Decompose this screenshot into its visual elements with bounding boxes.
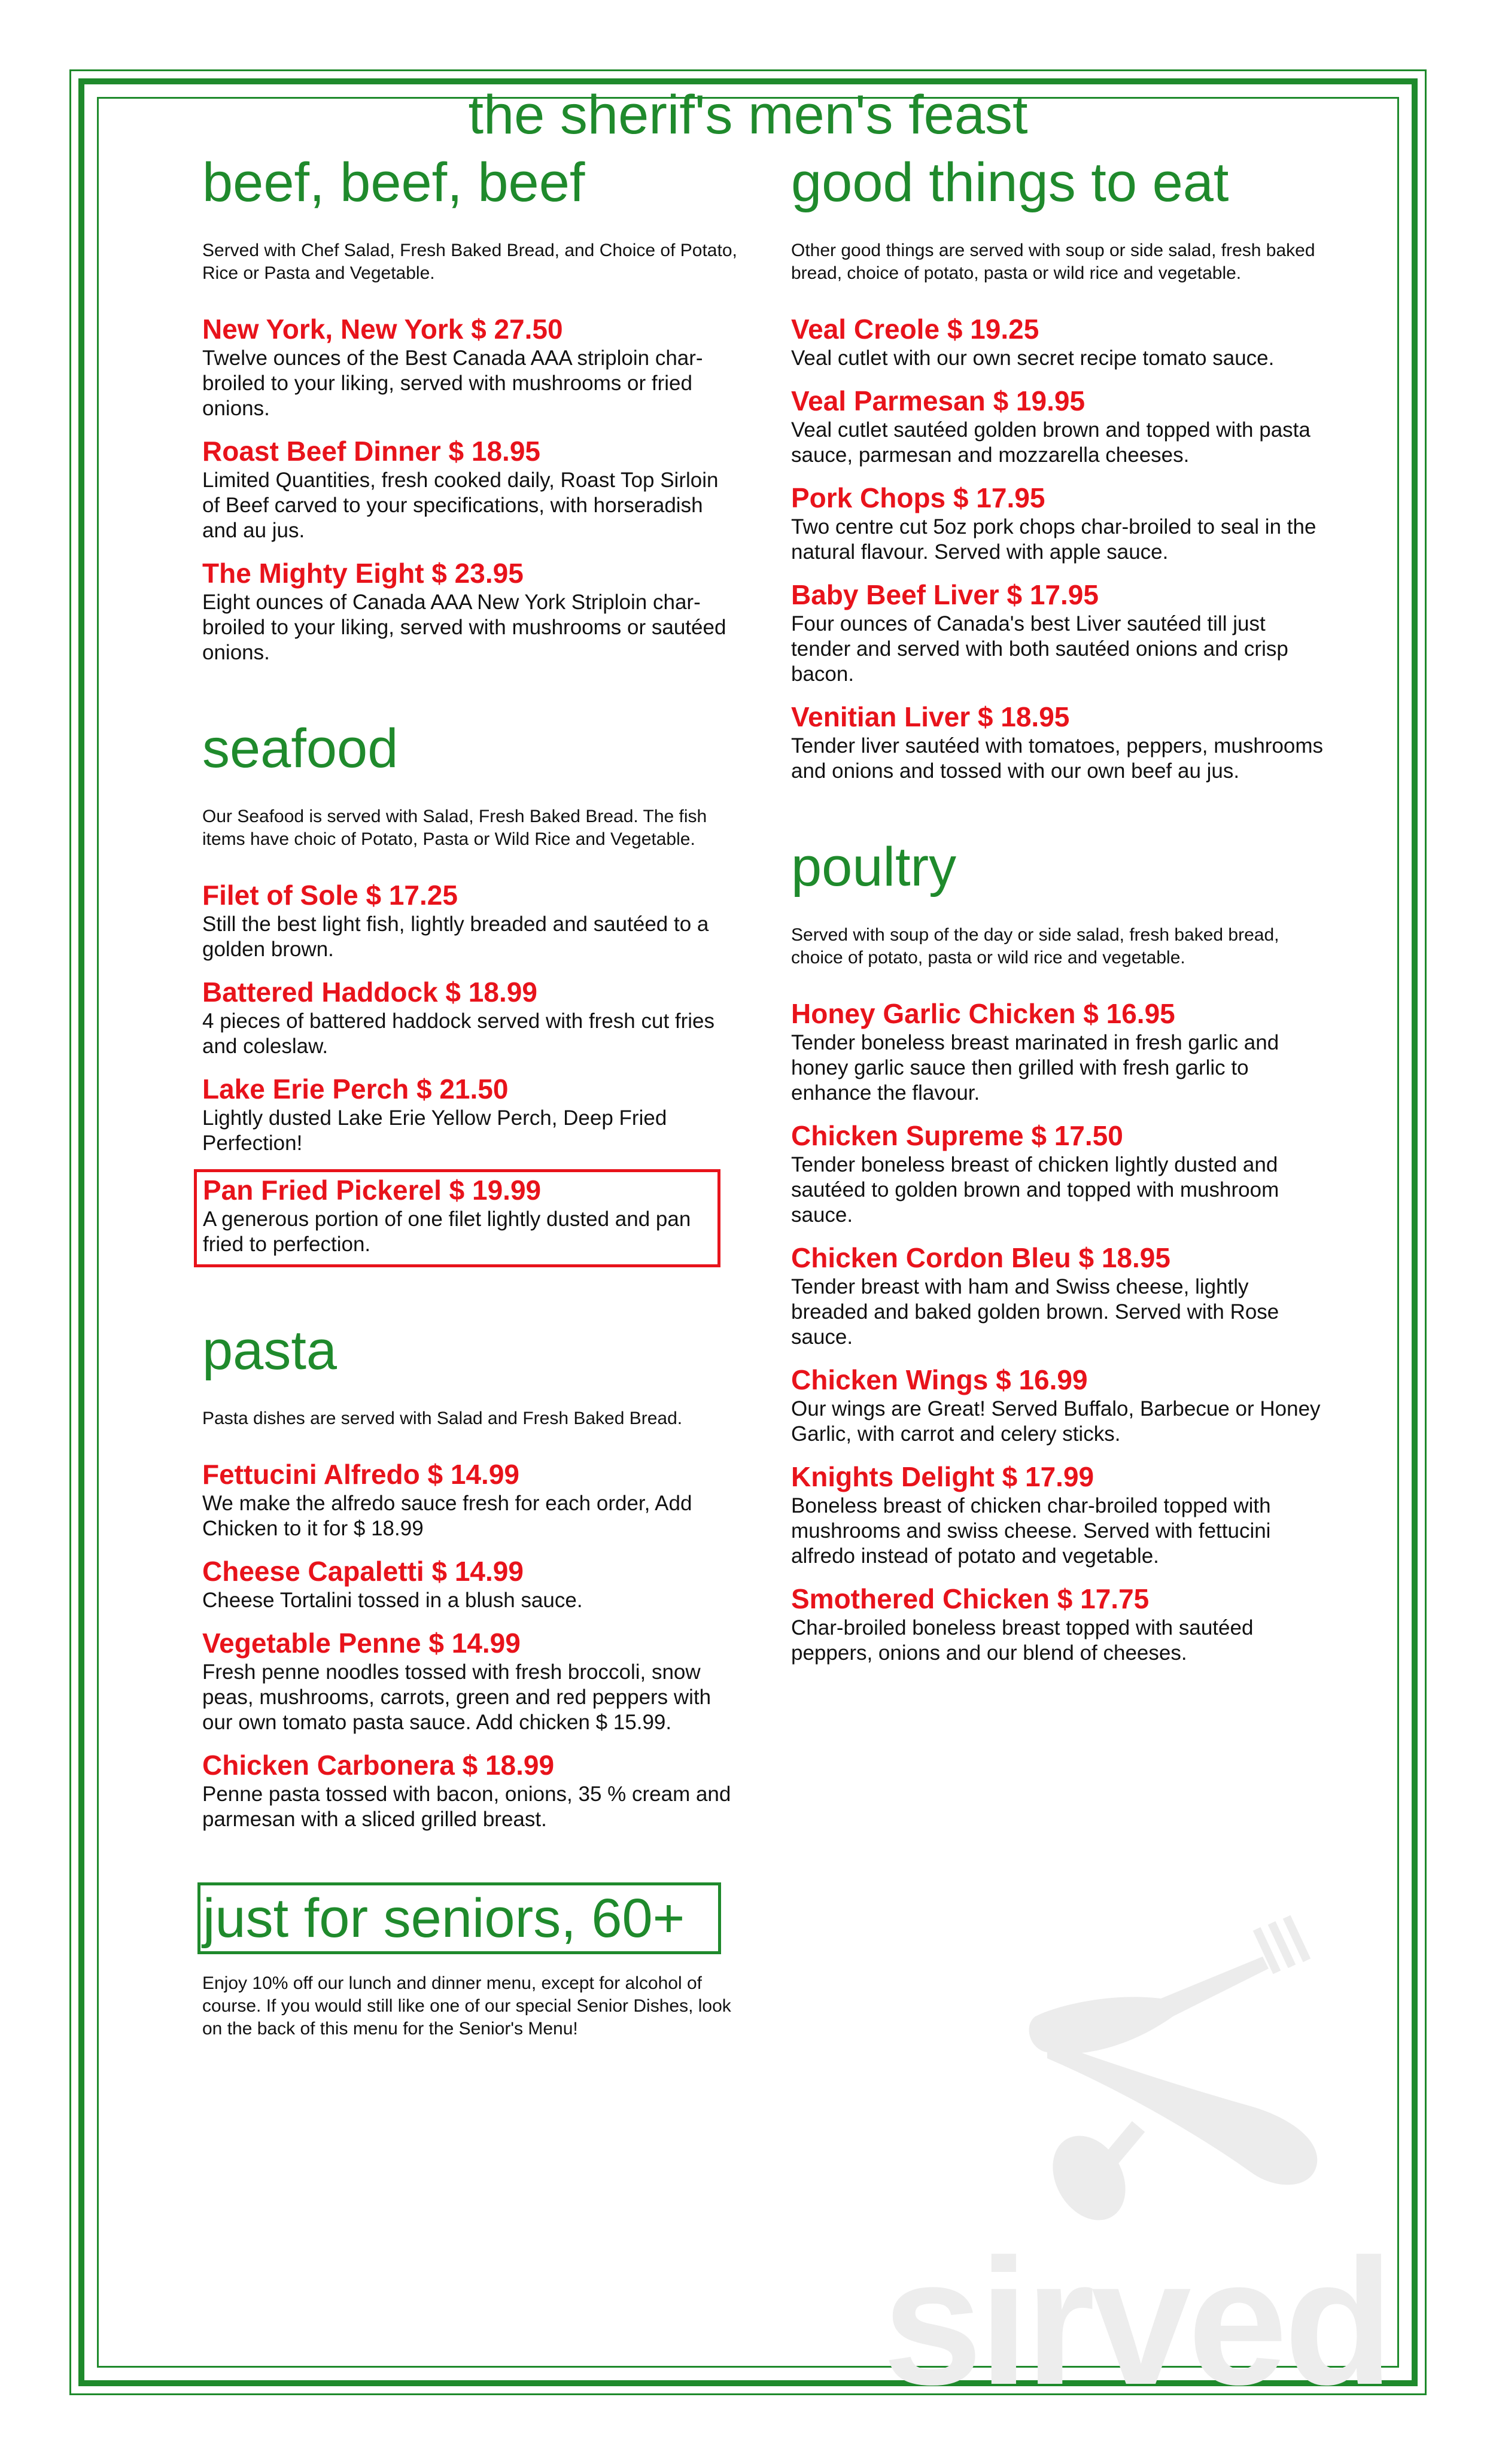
item-title: Pan Fried Pickerel $ 19.99 (203, 1175, 542, 1206)
item-description: Lightly dusted Lake Erie Yellow Perch, Deep Fried Perfection! (202, 1106, 667, 1155)
menu-item (202, 1748, 741, 1832)
item-title: Smothered Chicken $ 17.75 (791, 1583, 1150, 1614)
item-title: Fettucini Alfredo $ 14.99 (202, 1459, 519, 1490)
item-description: Tender boneless breast marinated in fresh garlic and honey garlic sauce then grilled with fresh garlic to enhance the flavour. (791, 1031, 1279, 1105)
item-title: New York, New York $ 27.50 (202, 314, 563, 345)
item-description: Limited Quantities, fresh cooked daily, Roast Top Sirloin of Beef carved to your specifications, with horseradish and au jus. (202, 469, 719, 542)
menu-item (791, 700, 1330, 784)
item-title: Venitian Liver $ 18.95 (791, 701, 1070, 732)
section-title: good things to eat (791, 152, 1229, 213)
section-pasta (202, 1318, 741, 1832)
item-title: Vegetable Penne $ 14.99 (202, 1628, 521, 1659)
item-title: Cheese Capaletti $ 14.99 (202, 1556, 524, 1587)
menu-item (791, 1119, 1330, 1228)
item-title: Knights Delight $ 17.99 (791, 1461, 1094, 1492)
item-title: Chicken Supreme $ 17.50 (791, 1120, 1123, 1151)
item-title: Roast Beef Dinner $ 18.95 (202, 436, 541, 467)
item-description: Char-broiled boneless breast topped with sautéed peppers, onions and our blend of cheeses. (791, 1616, 1254, 1665)
menu-item (791, 1363, 1330, 1447)
item-title: Chicken Carbonera $ 18.99 (202, 1750, 555, 1781)
menu-item (791, 384, 1330, 468)
section-seafood (202, 716, 741, 1267)
item-description: Boneless breast of chicken char-broiled topped with mushrooms and swiss cheese. Served with fettucini alfredo instead of potato and vegetable. (791, 1494, 1271, 1568)
item-title: Lake Erie Perch $ 21.50 (202, 1073, 509, 1105)
item-description: Tender boneless breast of chicken lightly dusted and sautéed to golden brown and topped with mushroom sauce. (791, 1153, 1279, 1227)
item-description: Still the best light fish, lightly breaded and sautéed to a golden brown. (202, 912, 709, 961)
section-poultry (791, 834, 1330, 1666)
menu-item (202, 1626, 741, 1735)
menu-item (202, 1072, 741, 1156)
section-title-boxed: just for seniors, 60+ (197, 1882, 721, 1954)
item-title: Veal Parmesan $ 19.95 (791, 385, 1085, 416)
item-title: Pork Chops $ 17.95 (791, 482, 1045, 513)
menu-item (202, 312, 741, 421)
section-intro: Our Seafood is served with Salad, Fresh Baked Bread. The fish items have choic of Potato, Pasta or Wild Rice and Vegetable. (202, 807, 707, 849)
item-description: Tender liver sautéed with tomatoes, peppers, mushrooms and onions and tossed with our own beef au jus. (791, 734, 1324, 783)
item-title: Veal Creole $ 19.25 (791, 314, 1039, 345)
menu-item (202, 1458, 741, 1541)
section-intro: Other good things are served with soup or side salad, fresh baked bread, choice of potato, pasta or wild rice and vegetable. (791, 241, 1315, 283)
menu-item (202, 434, 741, 543)
item-description: Two centre cut 5oz pork chops char-broiled to seal in the natural flavour. Served with apple sauce. (791, 515, 1316, 564)
section-title: beef, beef, beef (202, 152, 585, 213)
section-intro: Pasta dishes are served with Salad and Fresh Baked Bread. (202, 1409, 683, 1428)
item-description: 4 pieces of battered haddock served with fresh cut fries and coleslaw. (202, 1009, 715, 1058)
section-title: seafood (202, 718, 399, 779)
menu-item (202, 975, 741, 1059)
item-description: Tender breast with ham and Swiss cheese, lightly breaded and baked golden brown. Served with Rose sauce. (791, 1275, 1279, 1349)
right-column (791, 150, 1330, 1679)
section-intro: Served with soup of the day or side salad, fresh baked bread, choice of potato, pasta or wild rice and vegetable. (791, 925, 1279, 968)
menu-item (202, 556, 741, 665)
item-description: Penne pasta tossed with bacon, onions, 35 % cream and parmesan with a sliced grilled breast. (202, 1782, 731, 1831)
item-description: A generous portion of one filet lightly dusted and pan fried to perfection. (203, 1207, 691, 1256)
item-description: Eight ounces of Canada AAA New York Striploin char-broiled to your liking, served with mushrooms or sautéed onions. (202, 591, 726, 664)
section-beef (202, 150, 741, 665)
item-description: Our wings are Great! Served Buffalo, Barbecue or Honey Garlic, with carrot and celery sticks. (791, 1397, 1321, 1446)
section-good-things (791, 150, 1330, 784)
item-description: Cheese Tortalini tossed in a blush sauce. (202, 1589, 583, 1612)
watermark-text: sirved (883, 2221, 1390, 2422)
item-description: Veal cutlet sautéed golden brown and topped with pasta sauce, parmesan and mozzarella cheeses. (791, 418, 1310, 467)
section-intro: Served with Chef Salad, Fresh Baked Bread, and Choice of Potato, Rice or Pasta and Vegetable. (202, 241, 737, 283)
section-title: poultry (791, 836, 957, 898)
item-title: Filet of Sole $ 17.25 (202, 880, 458, 911)
section-title: pasta (202, 1320, 337, 1381)
section-intro: Enjoy 10% off our lunch and dinner menu, except for alcohol of course. If you would still like one of our special Senior Dishes, look on the back of this menu for the Senior's Menu! (202, 1973, 731, 2039)
section-seniors (202, 1882, 741, 2040)
menu-item (202, 878, 741, 962)
item-description: Fresh penne noodles tossed with fresh broccoli, snow peas, mushrooms, carrots, green and red peppers with our own tomato pasta sauce. Add chicken $ 15.99. (202, 1660, 711, 1734)
item-description: Twelve ounces of the Best Canada AAA striploin char-broiled to your liking, served with mushrooms or fried onions. (202, 346, 703, 420)
menu-title: the sherif's men's feast (468, 84, 1028, 145)
item-description: Four ounces of Canada's best Liver sautéed till just tender and served with both sautéed onions and crisp bacon. (791, 612, 1288, 686)
menu-item (791, 997, 1330, 1106)
item-title: Chicken Wings $ 16.99 (791, 1364, 1088, 1395)
menu-item (791, 1241, 1330, 1350)
item-title: Honey Garlic Chicken $ 16.95 (791, 998, 1175, 1029)
fork-spoon-icon (1011, 1903, 1370, 2238)
item-title: Baby Beef Liver $ 17.95 (791, 579, 1099, 610)
item-title: Battered Haddock $ 18.99 (202, 977, 537, 1008)
menu-item (202, 1555, 741, 1613)
left-column (202, 150, 741, 2068)
item-title: Chicken Cordon Bleu $ 18.95 (791, 1242, 1170, 1273)
item-title: The Mighty Eight $ 23.95 (202, 558, 524, 589)
menu-item (791, 1460, 1330, 1569)
menu-item-highlighted (194, 1169, 720, 1267)
menu-item (791, 1582, 1330, 1666)
item-description: We make the alfredo sauce fresh for each order, Add Chicken to it for $ 18.99 (202, 1492, 692, 1540)
menu-item (791, 312, 1330, 371)
menu-item (791, 481, 1330, 565)
item-description: Veal cutlet with our own secret recipe tomato sauce. (791, 346, 1275, 370)
menu-item (791, 578, 1330, 687)
